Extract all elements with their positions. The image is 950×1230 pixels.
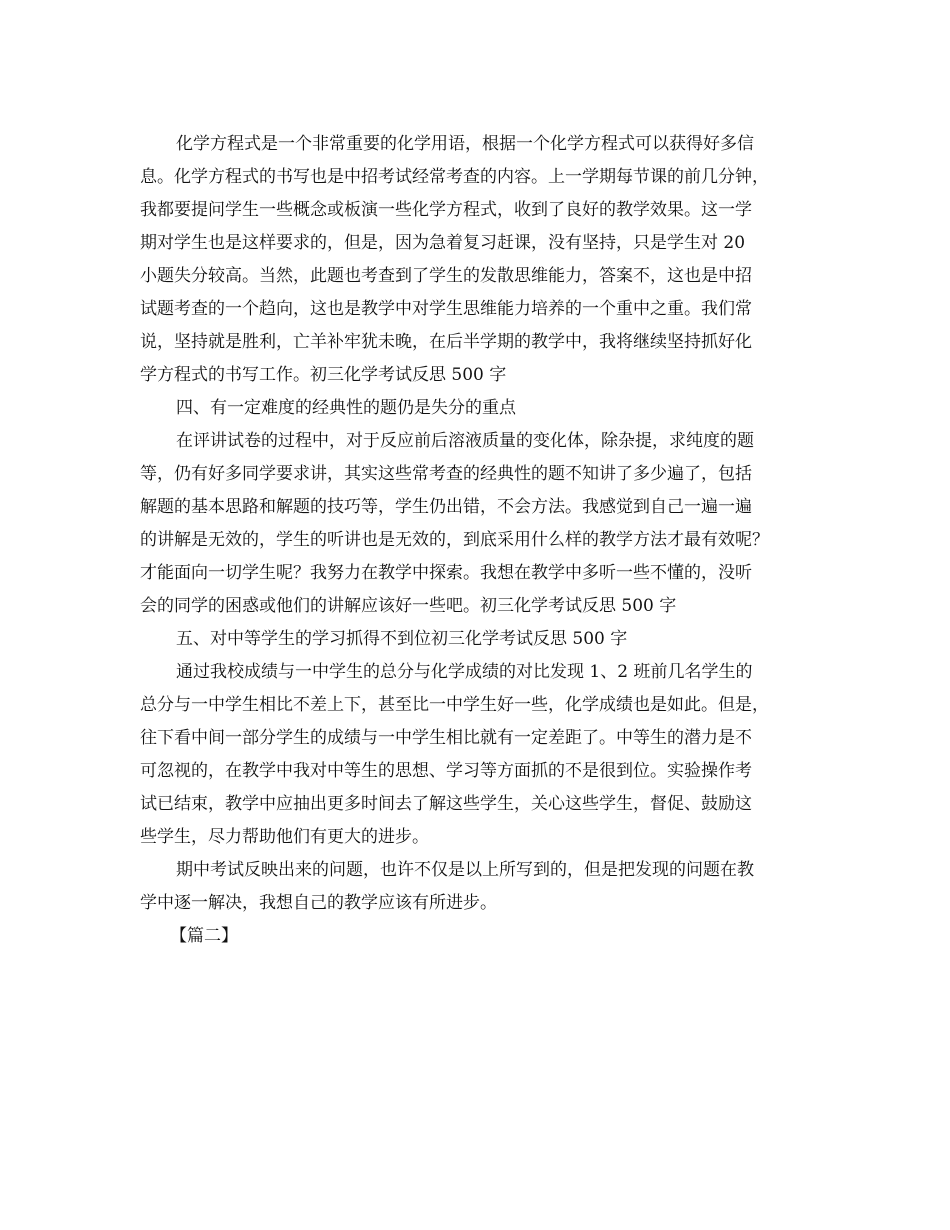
paragraph-line: 学中逐一解决，我想自己的教学应该有所进步。 xyxy=(140,893,497,913)
section-heading: 四、有一定难度的经典性的题仍是失分的重点 xyxy=(176,398,516,418)
paragraph-line: 可忽视的，在教学中我对中等生的思想、学习等方面抓的不是很到位。实验操作考 xyxy=(140,761,752,781)
paragraph-line: 往下看中间一部分学生的成绩与一中学生相比就有一定差距了。中等生的潜力是不 xyxy=(140,728,752,748)
paragraph-line: 说，坚持就是胜利，亡羊补牢犹未晚，在后半学期的教学中，我将继续坚持抓好化 xyxy=(140,332,752,352)
paragraph-line: 息。化学方程式的书写也是中招考试经常考查的内容。上一学期每节课的前几分钟， xyxy=(140,167,769,187)
paragraph-line: 在评讲试卷的过程中，对于反应前后溶液质量的变化体，除杂提，求纯度的题 xyxy=(176,431,754,451)
paragraph-line: 总分与一中学生相比不差上下，甚至比一中学生好一些，化学成绩也是如此。但是， xyxy=(140,695,769,715)
section-heading: 五、对中等学生的学习抓得不到位初三化学考试反思 500 字 xyxy=(176,629,628,649)
paragraph-line: 期中考试反映出来的问题，也许不仅是以上所写到的，但是把发现的问题在教 xyxy=(176,860,754,880)
document-body xyxy=(140,128,820,953)
paragraph-line: 我都要提问学生一些概念或板演一些化学方程式，收到了良好的教学效果。这一学 xyxy=(140,200,752,220)
paragraph-line: 的讲解是无效的，学生的听讲也是无效的，到底采用什么样的教学方法才最有效呢？ xyxy=(140,530,769,550)
paragraph-line: 会的同学的困惑或他们的讲解应该好一些吧。初三化学考试反思 500 字 xyxy=(140,596,677,616)
paragraph-line: 等，仍有好多同学要求讲，其实这些常考查的经典性的题不知讲了多少遍了，包括 xyxy=(140,464,752,484)
paragraph-line: 试题考查的一个趋向，这也是教学中对学生思维能力培养的一个重中之重。我们常 xyxy=(140,299,752,319)
paragraph-line: 解题的基本思路和解题的技巧等，学生仍出错，不会方法。我感觉到自己一遍一遍 xyxy=(140,497,752,517)
paragraph-line: 化学方程式是一个非常重要的化学用语，根据一个化学方程式可以获得好多信 xyxy=(176,134,754,154)
part-two-marker: 【篇二】 xyxy=(170,926,238,946)
paragraph-line: 些学生，尽力帮助他们有更大的进步。 xyxy=(140,827,429,847)
paragraph-line: 才能面向一切学生呢？我努力在教学中探索。我想在教学中多听一些不懂的，没听 xyxy=(140,563,752,583)
paragraph-line: 试已结束，教学中应抽出更多时间去了解这些学生，关心这些学生，督促、鼓励这 xyxy=(140,794,752,814)
paragraph-line: 期对学生也是这样要求的，但是，因为急着复习赶课，没有坚持，只是学生对 20 xyxy=(140,233,746,253)
paragraph-line: 通过我校成绩与一中学生的总分与化学成绩的对比发现 1、2 班前几名学生的 xyxy=(176,662,753,682)
paragraph-line: 小题失分较高。当然，此题也考查到了学生的发散思维能力，答案不，这也是中招 xyxy=(140,266,752,286)
paragraph-line: 学方程式的书写工作。初三化学考试反思 500 字 xyxy=(140,365,507,385)
